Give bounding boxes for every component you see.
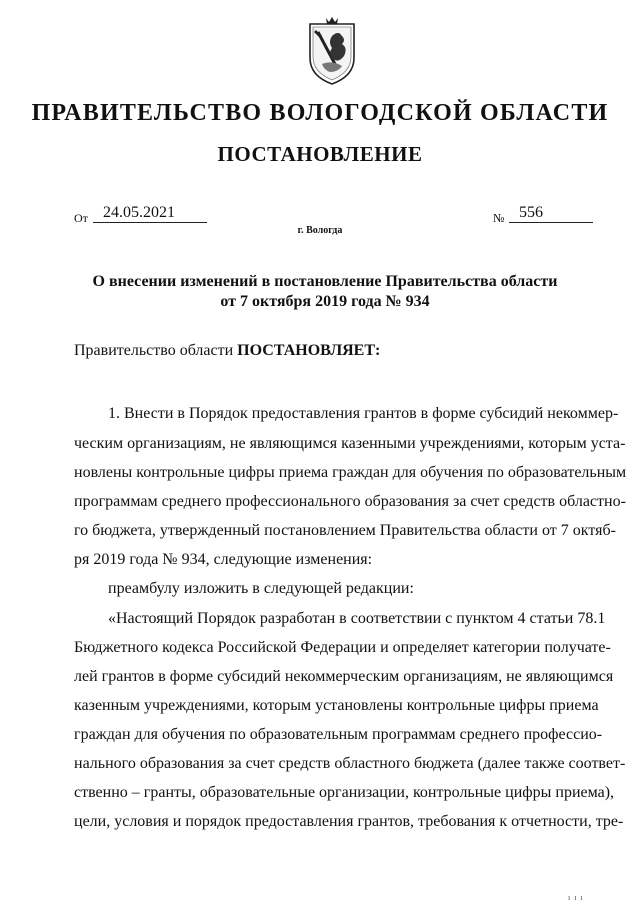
document-type: ПОСТАНОВЛЕНИЕ <box>217 142 423 166</box>
body-line-11: казенным учреждениями, которым установлены контрольные цифры приема <box>74 697 599 714</box>
coat-of-arms-icon <box>302 14 362 86</box>
body-line-14: ственно – гранты, образовательные организации, контрольные цифры приема), <box>74 784 615 801</box>
subject-line-2: от 7 октября 2019 года № 934 <box>220 293 430 310</box>
body-line-1: 1. Внести в Порядок предоставления грантов в форме субсидий некоммер- <box>108 405 619 422</box>
body-line-2: ческим организациям, не являющимся казенными учреждениями, которым уста- <box>74 435 626 452</box>
preamble <box>74 342 380 360</box>
body-line-10: лей грантов в форме субсидий некоммерческим организациям, не являющимся <box>74 668 614 685</box>
document-date: 24.05.2021 <box>93 203 207 223</box>
body-line-9: Бюджетного кодекса Российской Федерации и определяет категории получате- <box>74 639 611 656</box>
body-line-15: цели, условия и порядок предоставления грантов, требования к отчетности, тре- <box>74 813 624 830</box>
body-line-6: ря 2019 года № 934, следующие изменения: <box>74 551 373 568</box>
document-number: 556 <box>509 203 593 223</box>
body-line-3: новлены контрольные цифры приема граждан для обучения по образовательным <box>74 464 627 481</box>
government-title: ПРАВИТЕЛЬСТВО ВОЛОГОДСКОЙ ОБЛАСТИ <box>31 100 609 126</box>
body-line-7: преамбулу изложить в следующей редакции: <box>108 580 414 597</box>
subject-line-1: О внесении изменений в постановление Правительства области <box>92 273 558 290</box>
body-line-5: го бюджета, утвержденный постановлением Правительства области от 7 октяб- <box>74 522 616 539</box>
city-label: г. Вологда <box>297 225 343 236</box>
page-mark: ı ı ı <box>568 893 584 902</box>
body-line-12: граждан для обучения по образовательным программам среднего профессио- <box>74 726 603 743</box>
document-subject <box>60 272 590 312</box>
preamble-text: Правительство области <box>74 342 238 359</box>
number-label: № <box>493 211 505 225</box>
date-label: От <box>74 211 88 225</box>
preamble-emphasis: ПОСТАНОВЛЯЕТ: <box>237 342 381 359</box>
body-line-13: нального образования за счет средств областного бюджета (далее также соответ- <box>74 755 626 772</box>
body-line-4: программам среднего профессионального образования за счет средств областно- <box>74 493 626 510</box>
body-line-8: «Настоящий Порядок разработан в соответствии с пунктом 4 статьи 78.1 <box>108 610 606 627</box>
